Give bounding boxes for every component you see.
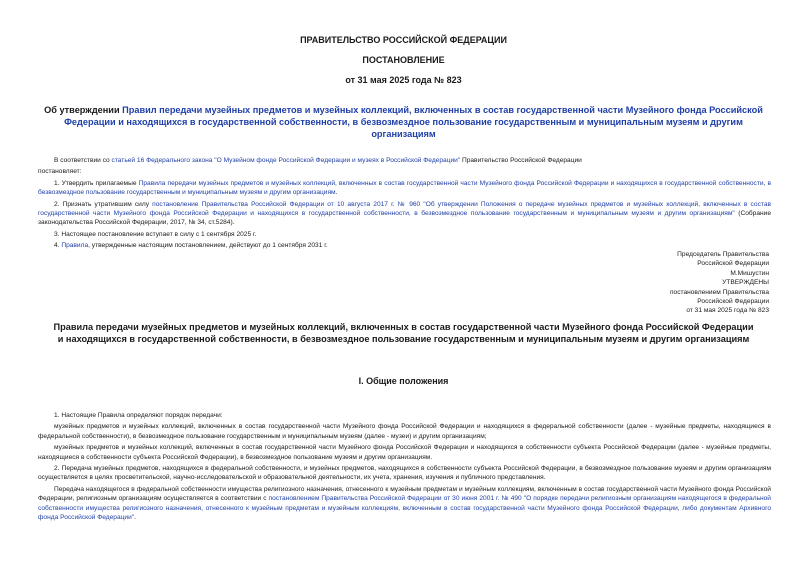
signer-position: Председатель Правительства <box>677 251 769 258</box>
rule-1a: музейных предметов и музейных коллекций, включенных в состав государственной части Музейного фонда Российской Федерации и находящихся в федеральной собственности (далее - музейные предметы, находящиеся в федеральной собственности), в безвозмездное пользование государственным и муниципальным музеям (далее - музеи) и другим организациям; <box>38 423 771 440</box>
decree-body <box>38 156 771 253</box>
preamble-paragraph <box>38 156 771 165</box>
signature-block <box>670 250 769 316</box>
rules-link[interactable]: Правила передачи музейных предметов и музейных коллекций, включенных в состав государственной части Музейного фонда Российской Федерации и находящихся в государственной собственности, в безвозмездное пользование государственным и муниципальным музеям и другим организациям <box>38 179 771 197</box>
decides-line: постановляет: <box>38 168 82 176</box>
document-title <box>40 104 767 140</box>
resolution-490-link[interactable]: постановлением Правительства Российской Федерации от 30 июня 2001 г. № 490 "О порядке передачи религиозным организациям находящегося в федеральной собственности имущества религиозного назначения, отнесенного к музейным предметам и музейным коллекциям, включенным в состав государственной части Музейного фонда Российской Федерации, либо документам Архивного фонда Российской Федерации" <box>38 495 771 522</box>
rules-body <box>38 411 771 524</box>
item-3: 3. Настоящее постановление вступает в силу с 1 сентября 2025 г. <box>54 230 257 238</box>
item-4-text: 4. <box>54 242 62 250</box>
rule-2: 2. Передача музейных предметов, находящихся в федеральной собственности, и музейных предметов, находящихся в собственности субъекта Российской Федерации, в безвозмездное пользование музеям и другим организациям осуществляется в целях просветительской, научно-исследовательской и образовательной деятельности, их учета, хранения, изучения и публичного представления. <box>38 465 771 482</box>
federal-law-link[interactable]: статьей 16 Федерального закона "О Музейном фонде Российской Федерации и музеях в Российской Федерации" <box>111 157 461 164</box>
item-2 <box>38 200 771 228</box>
approved-by-1: постановлением Правительства <box>669 288 769 296</box>
signer-country: Российской Федерации <box>697 260 769 268</box>
item-1-end: . <box>335 189 338 197</box>
rule-3 <box>38 485 771 523</box>
title-rules-link[interactable]: Правил передачи музейных предметов и музейных коллекций, включенных в состав государственной части Музейного фонда Российской Федерации и находящихся в государственной собственности, в безвозмездное пользование государственным и муниципальным музеям и другим организациям <box>64 105 763 139</box>
rule-3-text: Передача находящегося в федеральной собственности имущества религиозного назначения, отнесенного к музейным предметам и музейным коллекциям, включенным в состав государственной части Музейного фонда Российской Федерации, религиозным организациям осуществляется в соответствии с <box>38 485 771 503</box>
section-1-heading: I. Общие положения <box>358 376 449 386</box>
rules-title: Правила передачи музейных предметов и музейных коллекций, включенных в состав государственной части Музейного фонда Российской Федерации и находящихся в государственной собственности, в безвозмездное пользование государственным и муниципальным музеям и другим организациям <box>53 322 754 344</box>
signer-name: М.Мишустин <box>730 269 769 277</box>
document-type-heading: ПОСТАНОВЛЕНИЕ <box>362 55 445 65</box>
item-4 <box>38 241 771 250</box>
item-2-end: (Собрание законодательства Российской Федерации, 2017, № 34, ст.5284). <box>38 210 772 227</box>
rules-short-link[interactable]: Правила <box>61 242 89 250</box>
approved-by-2: Российской Федерации <box>697 298 769 306</box>
preamble-text-after: Правительство Российской Федерации <box>460 157 582 164</box>
approved-by-3: от 31 мая 2025 года № 823 <box>686 307 769 315</box>
item-2-text: 2. Признать утратившим силу <box>54 200 153 208</box>
item-1-text: 1. Утвердить прилагаемые <box>54 179 139 187</box>
item-4-end: , утвержденные настоящим постановлением, действуют до 1 сентября 2031 г. <box>88 242 328 250</box>
rule-3-end: . <box>134 514 136 522</box>
government-heading: ПРАВИТЕЛЬСТВО РОССИЙСКОЙ ФЕДЕРАЦИИ <box>300 35 507 45</box>
approved-label: УТВЕРЖДЕНЫ <box>722 279 769 287</box>
title-prefix: Об утверждении <box>44 105 123 115</box>
resolution-960-link[interactable]: постановление Правительства Российской Федерации от 10 августа 2017 г. № 960 "Об утверждении Положения о передаче музейных предметов и музейных коллекций, включенных в состав государственной части Музейного фонда Российской Федерации и находящихся в государственной собственности, в безвозмездное пользование государственным и муниципальным музеям и другим организациям" <box>38 200 771 218</box>
document-date-number: от 31 мая 2025 года № 823 <box>345 75 462 85</box>
preamble-text: В соответствии со <box>54 157 112 164</box>
rule-1b: музейных предметов и музейных коллекций, включенных в состав государственной части Музейного фонда Российской Федерации и находящихся в собственности субъекта Российской Федерации (далее - музейные предметы, находящиеся в собственности субъекта Российской Федерации), в безвозмездное пользование музеям и другим организациям. <box>38 444 771 461</box>
rule-1: 1. Настоящие Правила определяют порядок передачи: <box>54 412 223 419</box>
item-1 <box>38 179 771 198</box>
